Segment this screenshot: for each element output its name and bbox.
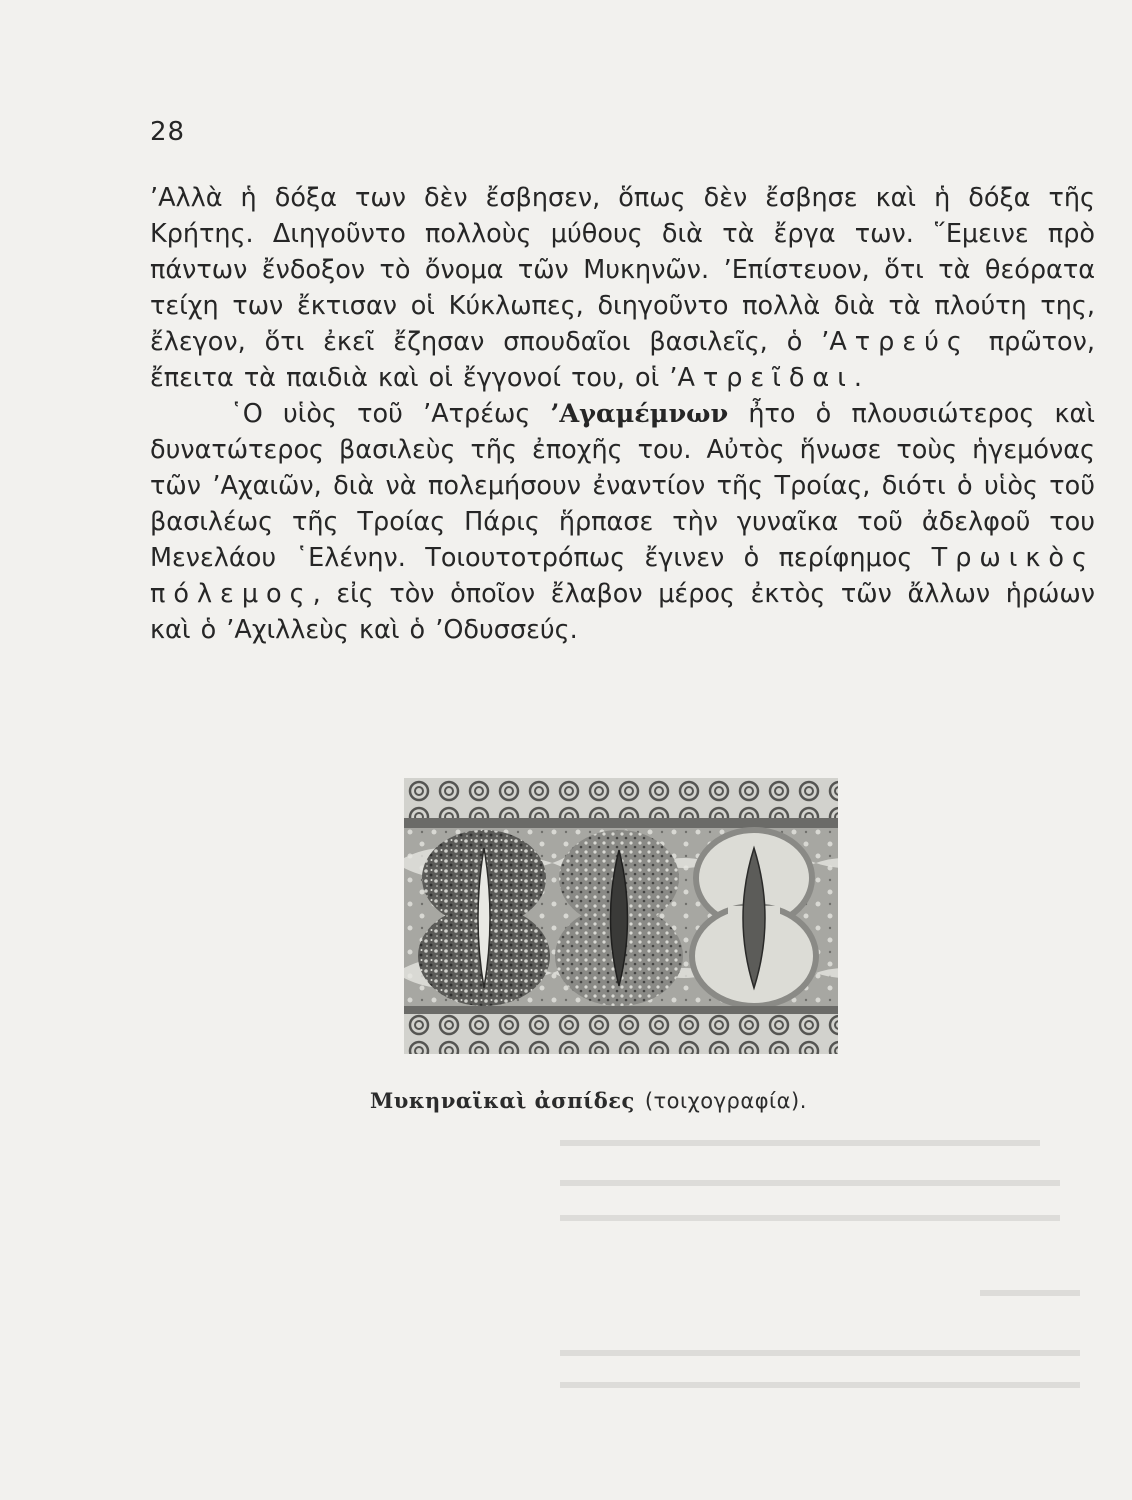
caption-title: Μυκηναϊκαὶ ἀσπίδες xyxy=(370,1088,635,1113)
bottom-border xyxy=(404,1006,838,1014)
mycenaean-shields-fresco xyxy=(404,778,838,1054)
atreus-spaced: Ατρεύς xyxy=(829,327,970,357)
paragraph-1-main: ’Αλλὰ ἡ δόξα των δὲν ἔσβησεν, ὅπως δὲν ἔσβησε καὶ ἡ δόξα τῆς Κρήτης. Διηγοῦντο πολλοὺς μύθους διὰ τὰ ἔργα των. ῞Εμεινε πρὸ πάντων ἔνδοξον τὸ ὄνομα τῶν Μυκηνῶν. ’Επίστευον, ὅτι τὰ θεόρατα τείχη των ἔκτισαν οἱ Κύκλωπες, διηγοῦντο πολλὰ διὰ τὰ πλούτη της, ἔλεγον, ὅτι ἐκεῖ ἔζησαν σπουδαῖοι βασιλεῖς, ὁ ’ xyxy=(150,183,1095,357)
agamemnon-name: ’Αγαμέμνων xyxy=(550,399,729,429)
top-spiral-band xyxy=(404,778,838,818)
paragraph-1-end: . xyxy=(853,363,862,393)
figure-caption xyxy=(370,1088,807,1113)
paragraph-2 xyxy=(150,396,1095,648)
page-number: 28 xyxy=(150,117,186,147)
paragraph-1 xyxy=(150,180,1095,396)
reverse-page-bleed xyxy=(0,1120,1132,1440)
caption-note: (τοιχογραφία). xyxy=(644,1089,807,1113)
shield-right xyxy=(692,830,816,1006)
paragraph-2-start: ῾Ο υἱὸς τοῦ ’Ατρέως xyxy=(230,399,551,429)
trojan-war-spaced: Τρωικὸς πόλεμος xyxy=(150,543,1095,609)
fresco-illustration xyxy=(404,778,838,1054)
paragraph-2-end: , εἰς τὸν ὁποῖον ἔλαβον μέρος ἐκτὸς τῶν ἄλλων ἡρώων καὶ ὁ ’Αχιλλεὺς καὶ ὁ ’Οδυσσεύς. xyxy=(150,579,1095,645)
top-border xyxy=(404,818,838,828)
body-text xyxy=(150,180,1095,648)
bottom-spiral-band xyxy=(404,1014,838,1054)
atreidai-spaced: Ατρεῖδαι xyxy=(677,363,854,393)
paragraph-1-middle: πρῶτον, ἔπειτα τὰ παιδιὰ καὶ οἱ ἔγγονοί του, οἱ ’ xyxy=(150,327,1095,393)
paragraph-2-middle: ἦτο ὁ πλουσιώτερος καὶ δυνατώτερος βασιλεὺς τῆς ἐποχῆς του. Αὐτὸς ἥνωσε τοὺς ἡγεμόνας τῶν ’Αχαιῶν, διὰ νὰ πολεμήσουν ἐναντίον τῆς Τροίας, διότι ὁ υἱὸς τοῦ βασιλέως τῆς Τροίας Πάρις ἥρπασε τὴν γυναῖκα τοῦ ἀδελφοῦ του Μενελάου ῾Ελένην. Τοιουτοτρόπως ἔγινεν ὁ περίφημος xyxy=(150,399,1095,573)
